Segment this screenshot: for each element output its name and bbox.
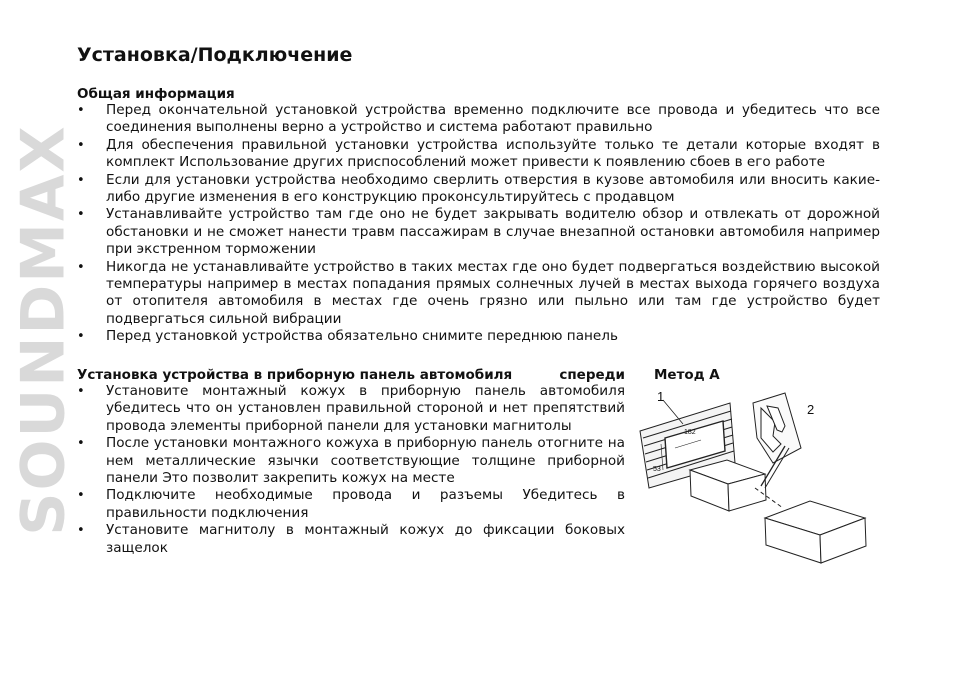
list-item: • Устанавливайте устройство там где оно не будет закрывать водителю обзор и отвлекать от дорожной обстановки и не сможет нанести травм пассажирам в случае внезапной остановки автомобиля например при экстренном торможении bbox=[77, 206, 880, 258]
list-item: • Если для установки устройства необходимо сверлить отверстия в кузове автомобиля или вносить какие-либо другие изменения в его конструкцию проконсультируйтесь с продавцом bbox=[77, 172, 880, 207]
installation-diagram-svg bbox=[635, 388, 875, 573]
installation-diagram bbox=[635, 388, 875, 573]
dimension-height-label: 53 bbox=[653, 466, 661, 473]
list-item: • Перед окончательной установкой устройства временно подключите все провода и убедитесь что все соединения выполнены верно а устройство и система работают правильно bbox=[77, 102, 880, 137]
general-info-heading: Общая информация bbox=[77, 86, 235, 102]
install-section bbox=[77, 367, 625, 557]
list-item: • Перед установкой устройства обязательно снимите переднюю панель bbox=[77, 328, 880, 345]
install-heading-suffix: спереди bbox=[559, 367, 625, 383]
general-info-section bbox=[77, 86, 880, 346]
dimension-width-label: 182 bbox=[684, 429, 696, 436]
install-heading bbox=[77, 367, 625, 383]
general-info-list bbox=[77, 102, 880, 346]
install-heading-text: Установка устройства в приборную панель автомобиля bbox=[77, 367, 513, 383]
mounting-sleeve bbox=[690, 460, 766, 511]
figure-label-1: 1 bbox=[657, 389, 665, 404]
list-item: • Подключите необходимые провода и разъемы Убедитесь в правильности подключения bbox=[77, 487, 625, 522]
page-title: Установка/Подключение bbox=[77, 44, 353, 66]
brand-logo-text: SOUNDMAX bbox=[9, 124, 79, 536]
list-item: • Никогда не устанавливайте устройство в таких местах где оно будет подвергаться воздействию высокой температуры например в местах попадания прямых солнечных лучей в местах выхода горячего воздуха от отопителя автомобиля в местах где очень грязно или пыльно или там где устройство будет подвергаться сильной вибрации bbox=[77, 259, 880, 329]
figure-label-2: 2 bbox=[807, 402, 815, 417]
method-a-label: Метод А bbox=[654, 367, 720, 383]
list-item: • После установки монтажного кожуха в приборную панель отогните на нем металлические язычки соответствующие толщине приборной панели Это позволит закрепить кожух на месте bbox=[77, 435, 625, 487]
brand-watermark bbox=[9, 50, 79, 610]
list-item: • Для обеспечения правильной установки устройства используйте только те детали которые входят в комплект Использование других приспособлений может привести к появлению сбоев в его работе bbox=[77, 137, 880, 172]
list-item: • Установите магнитолу в монтажный кожух до фиксации боковых защелок bbox=[77, 522, 625, 557]
install-list bbox=[77, 383, 625, 557]
list-item: • Установите монтажный кожух в приборную панель автомобиля убедитесь что он установлен правильной стороной и нет препятствий провода элементы приборной панели для установки магнитолы bbox=[77, 383, 625, 435]
radio-unit bbox=[765, 501, 866, 563]
